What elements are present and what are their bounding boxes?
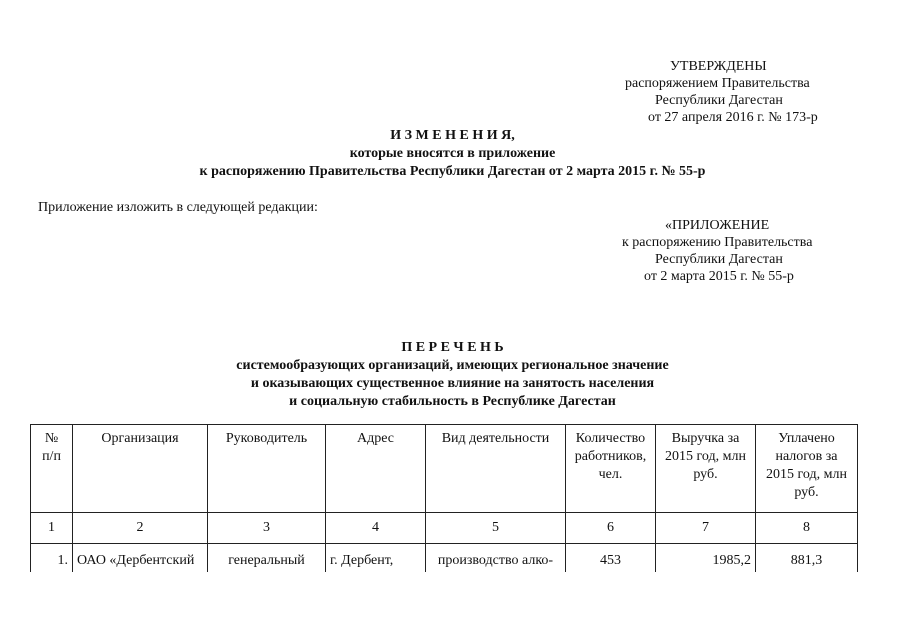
cell-head: генеральный [208, 544, 326, 573]
changes-title: И З М Е Н Е Н И Я, [390, 128, 515, 143]
header-organization: Организация [73, 425, 208, 513]
appendix-line-1: «ПРИЛОЖЕНИЕ [665, 218, 770, 233]
list-title: П Е Р Е Ч Е Н Ь [401, 340, 504, 355]
approval-block [600, 58, 860, 126]
cell-taxes: 881,3 [756, 544, 858, 573]
header-taxes-l2: налогов за [775, 449, 838, 464]
header-workers-l1: Количество [575, 431, 646, 446]
column-number: 3 [208, 513, 326, 544]
appendix-line-3: Республики Дагестан [655, 252, 783, 267]
approval-line-4: от 27 апреля 2016 г. № 173-р [648, 110, 818, 125]
appendix-line-2: к распоряжению Правительства [622, 235, 813, 250]
changes-subtitle-1: которые вносятся в приложение [349, 146, 556, 161]
header-taxes-l3: 2015 год, млн [766, 467, 847, 482]
column-number: 5 [426, 513, 566, 544]
header-workers-l3: чел. [598, 467, 623, 482]
column-number: 1 [31, 513, 73, 544]
list-subtitle-2: и оказывающих существенное влияние на занятость населения [250, 376, 655, 391]
appendix-line-4: от 2 марта 2015 г. № 55-р [644, 269, 794, 284]
column-number: 2 [73, 513, 208, 544]
column-number: 7 [656, 513, 756, 544]
header-revenue-l3: руб. [693, 467, 718, 482]
header-revenue [656, 425, 756, 513]
header-revenue-l2: 2015 год, млн [665, 449, 746, 464]
list-subtitle-3: и социальную стабильность в Республике Дагестан [289, 394, 616, 409]
cell-organization: ОАО «Дербентский [73, 544, 208, 573]
header-num [31, 425, 73, 513]
cell-num: 1. [31, 544, 73, 573]
cell-revenue: 1985,2 [656, 544, 756, 573]
cell-workers: 453 [566, 544, 656, 573]
intro-text: Приложение изложить в следующей редакции: [38, 200, 318, 215]
header-head: Руководитель [208, 425, 326, 513]
approval-line-3: Республики Дагестан [655, 93, 783, 108]
column-number: 4 [326, 513, 426, 544]
column-number: 8 [756, 513, 858, 544]
appendix-block [600, 217, 860, 285]
approval-line-1: УТВЕРЖДЕНЫ [670, 59, 767, 74]
table-header-row [31, 425, 858, 513]
header-address: Адрес [326, 425, 426, 513]
list-subtitle-1: системообразующих организаций, имеющих региональное значение [236, 358, 669, 373]
header-workers [566, 425, 656, 513]
table-row [31, 544, 858, 573]
header-num-l2: п/п [42, 449, 61, 464]
changes-subtitle-2: к распоряжению Правительства Республики Дагестан от 2 марта 2015 г. № 55-р [199, 164, 706, 179]
column-number: 6 [566, 513, 656, 544]
header-workers-l2: работников, [574, 449, 647, 464]
header-taxes-l1: Уплачено [778, 431, 835, 446]
approval-line-2: распоряжением Правительства [625, 76, 810, 91]
header-taxes-l4: руб. [794, 485, 819, 500]
cell-address: г. Дербент, [326, 544, 426, 573]
column-number-row [31, 513, 858, 544]
header-revenue-l1: Выручка за [671, 431, 740, 446]
header-taxes [756, 425, 858, 513]
organizations-table [30, 424, 858, 572]
header-activity: Вид деятельности [426, 425, 566, 513]
cell-activity: производство алко- [426, 544, 566, 573]
header-num-l1: № [44, 431, 59, 446]
